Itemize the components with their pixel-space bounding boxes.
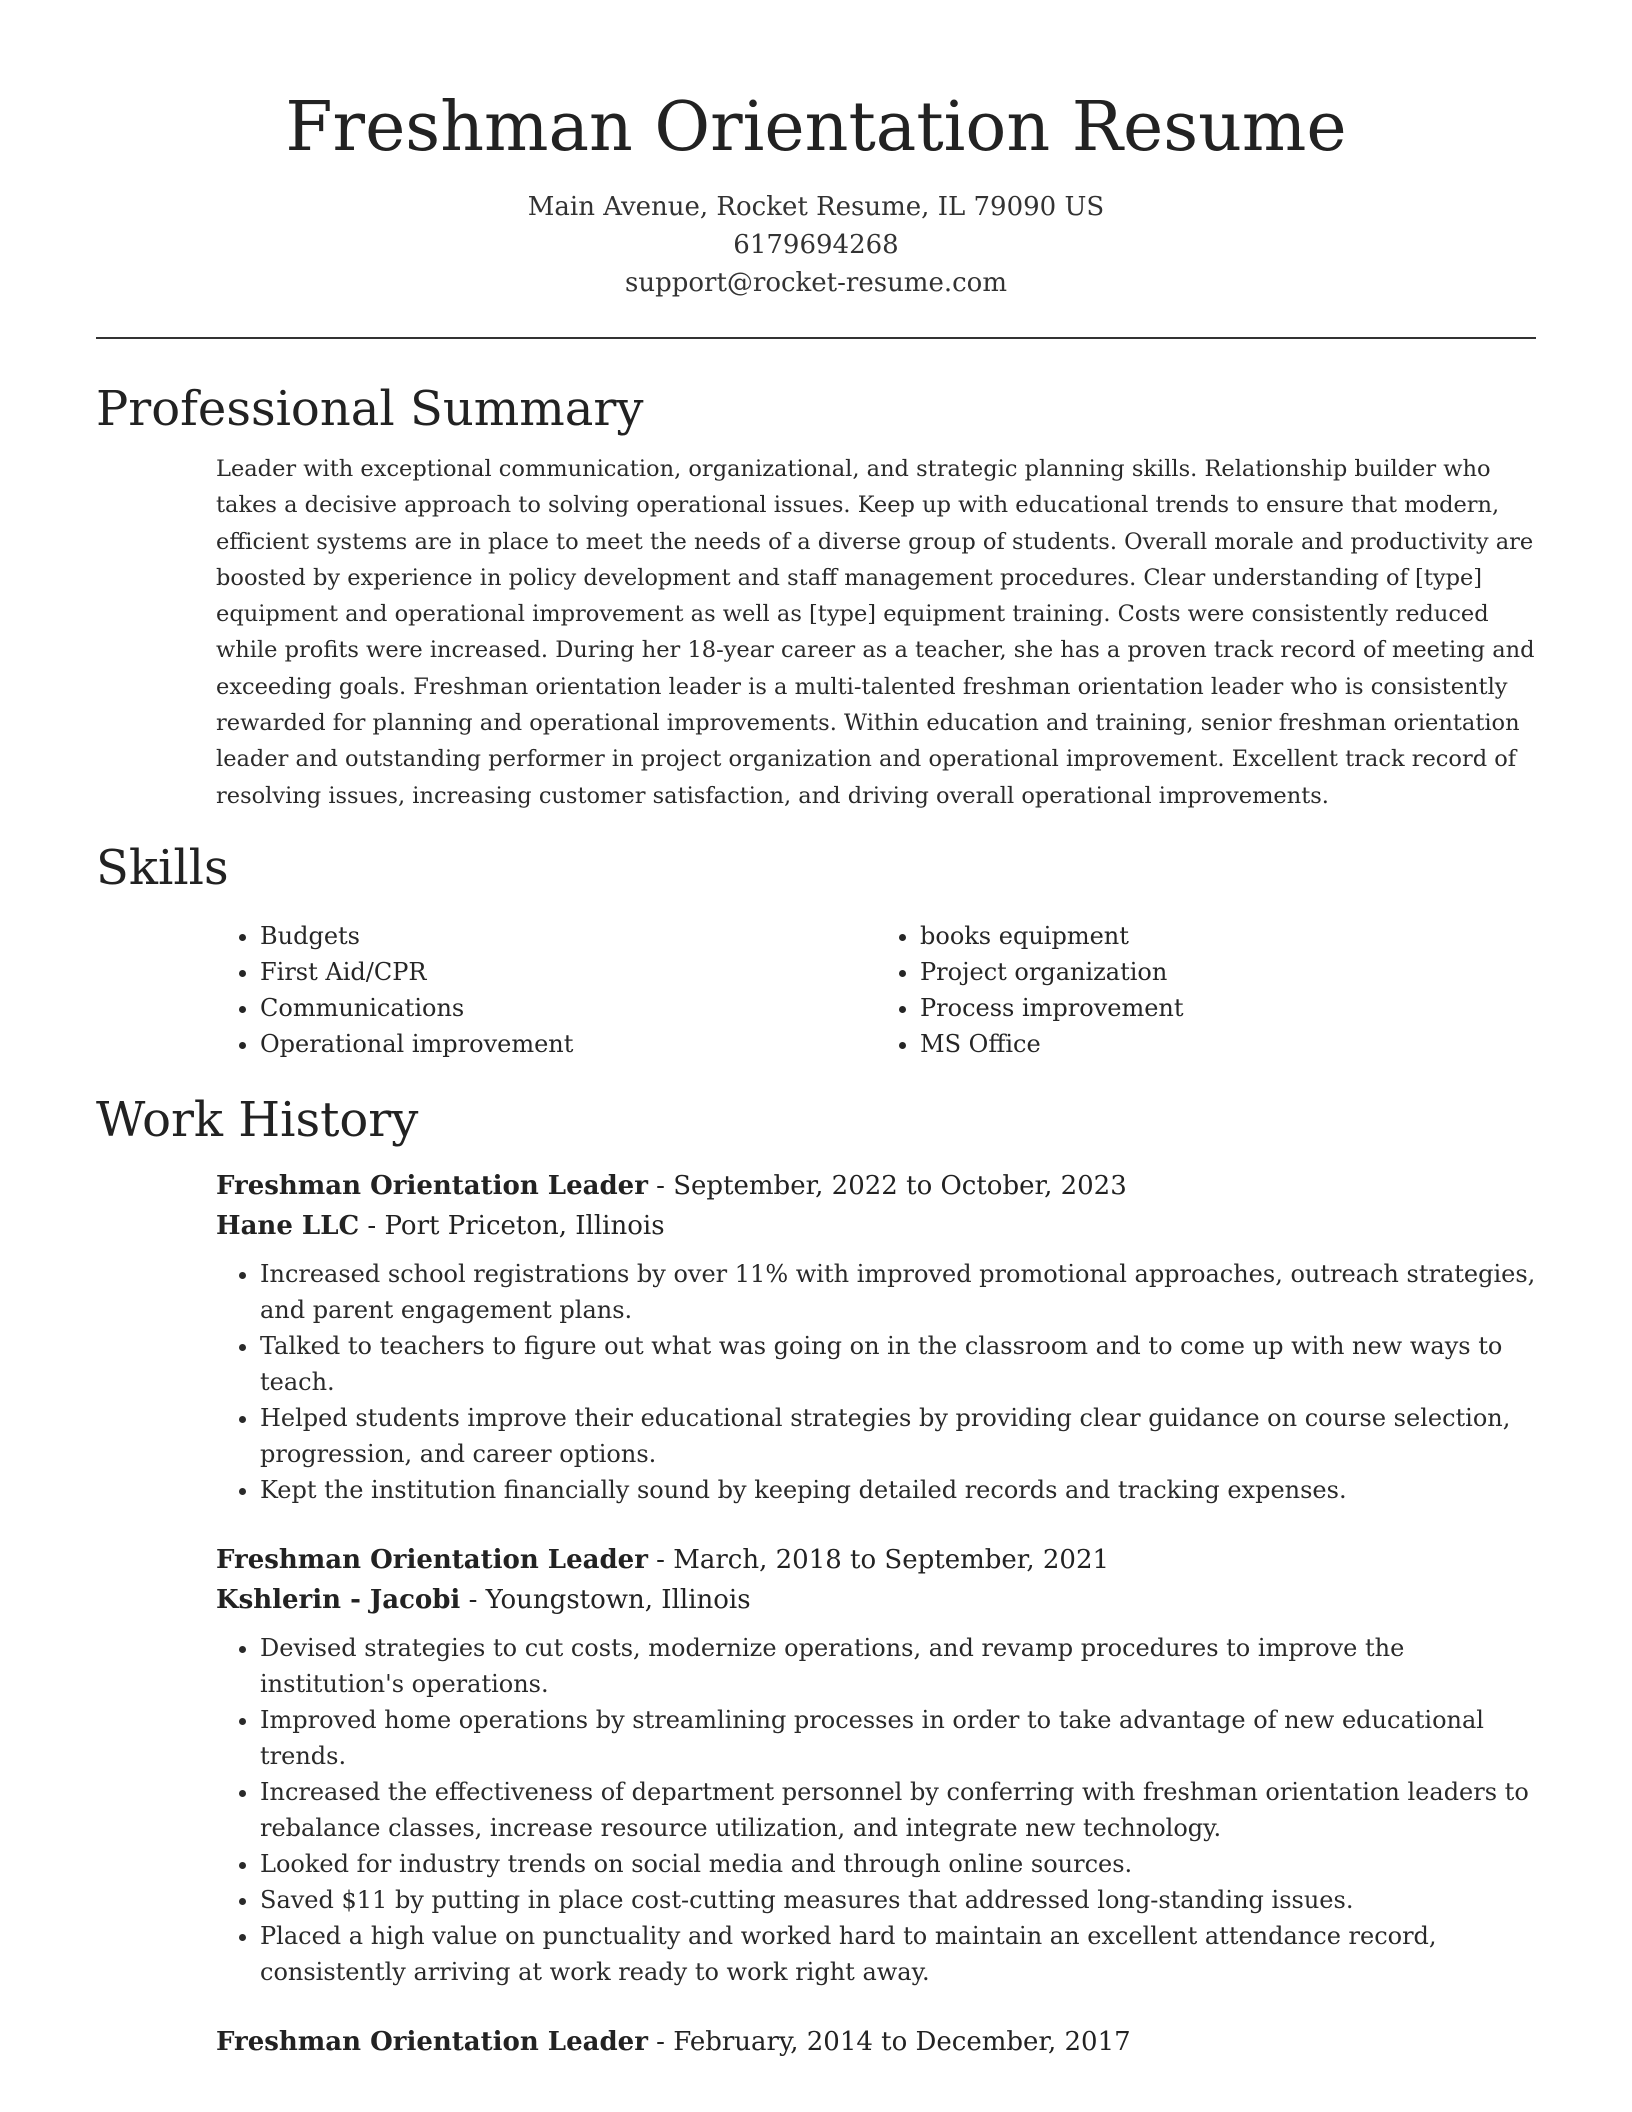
skills-list-right xyxy=(876,918,1536,1062)
job-bullet: • Increased the effectiveness of department personnel by conferring with freshman orientation leaders to rebalance classes, increase resource utilization, and integrate new technology. xyxy=(260,1774,1536,1846)
job-entry xyxy=(216,1540,1536,1990)
job-bullet: • Saved $11 by putting in place cost-cutting measures that addressed long-standing issues. xyxy=(260,1882,1536,1918)
skill-item: • Communications xyxy=(260,990,876,1026)
job-dates: - September, 2022 to October, 2023 xyxy=(647,1170,1127,1201)
job-title-line xyxy=(216,1166,1536,1206)
job-bullet: • Placed a high value on punctuality and worked hard to maintain an excellent attendance record, consistently arriving at work ready to work right away. xyxy=(260,1918,1536,1990)
work-history-section xyxy=(96,1166,1536,2062)
contact-phone: 6179694268 xyxy=(733,230,899,260)
contact-address: Main Avenue, Rocket Resume, IL 79090 US xyxy=(527,192,1105,222)
skill-item: • Process improvement xyxy=(920,990,1536,1026)
skills-list-left xyxy=(216,918,876,1062)
skill-item: • First Aid/CPR xyxy=(260,954,876,990)
summary-heading: Professional Summary xyxy=(96,381,644,437)
skills-section xyxy=(96,918,1536,1062)
job-location: - Port Priceton, Illinois xyxy=(359,1210,665,1241)
job-location: - Youngstown, Illinois xyxy=(460,1584,751,1615)
job-company: Hane LLC xyxy=(216,1210,360,1241)
job-bullet: • Looked for industry trends on social media and through online sources. xyxy=(260,1846,1536,1882)
skill-item: • Budgets xyxy=(260,918,876,954)
job-bullets xyxy=(216,1256,1536,1508)
job-bullet: • Improved home operations by streamlining processes in order to take advantage of new educational trends. xyxy=(260,1702,1536,1774)
header-divider xyxy=(96,337,1536,339)
skill-item: • books equipment xyxy=(920,918,1536,954)
skills-heading: Skills xyxy=(96,839,229,896)
work-history-heading: Work History xyxy=(96,1091,419,1148)
job-title-line xyxy=(216,1540,1536,1580)
resume-header xyxy=(96,0,1536,302)
job-bullet: • Talked to teachers to figure out what was going on in the classroom and to come up with new ways to teach. xyxy=(260,1328,1536,1400)
job-company-line xyxy=(216,1206,1536,1246)
contact-block xyxy=(96,188,1536,302)
job-role: Freshman Orientation Leader xyxy=(216,1544,648,1575)
job-company-line xyxy=(216,1580,1536,1620)
skill-item: • Project organization xyxy=(920,954,1536,990)
job-bullets xyxy=(216,1630,1536,1990)
resume-title: Freshman Orientation Resume xyxy=(285,88,1347,167)
skill-item: • MS Office xyxy=(920,1026,1536,1062)
job-bullet: • Kept the institution financially sound by keeping detailed records and tracking expenses. xyxy=(260,1472,1536,1508)
job-entry xyxy=(216,1166,1536,1508)
job-dates: - March, 2018 to September, 2021 xyxy=(647,1544,1110,1575)
job-dates: - February, 2014 to December, 2017 xyxy=(647,2026,1131,2057)
resume-page xyxy=(96,0,1536,2062)
job-role: Freshman Orientation Leader xyxy=(216,2026,648,2057)
summary-section xyxy=(96,451,1536,814)
summary-text: Leader with exceptional communication, organizational, and strategic planning skills. Relationship builder who takes a decisive approach to solving operational issues. Keep up with educational trends to ensure that modern, efficient systems are in place to meet the needs of a diverse group of students. Overall morale and productivity are boosted by experience in policy development and staff management procedures. Clear understanding of [type] equipment and operational improvement as well as [type] equipment training. Costs were consistently reduced while profits were increased. During her 18-year career as a teacher, she has a proven track record of meeting and exceeding goals. Freshman orientation leader is a multi-talented freshman orientation leader who is consistently rewarded for planning and operational improvements. Within education and training, senior freshman orientation leader and outstanding performer in project organization and operational improvement. Excellent track record of resolving issues, increasing customer satisfaction, and driving overall operational improvements. xyxy=(216,456,1535,809)
job-entry xyxy=(216,2022,1536,2062)
job-bullet: • Increased school registrations by over 11% with improved promotional approaches, outreach strategies, and parent engagement plans. xyxy=(260,1256,1536,1328)
job-bullet: • Helped students improve their educational strategies by providing clear guidance on course selection, progression, and career options. xyxy=(260,1400,1536,1472)
job-company: Kshlerin - Jacobi xyxy=(216,1584,461,1615)
job-title-line xyxy=(216,2022,1536,2062)
skill-item: • Operational improvement xyxy=(260,1026,876,1062)
contact-email: support@rocket-resume.com xyxy=(624,268,1007,298)
job-bullet: • Devised strategies to cut costs, modernize operations, and revamp procedures to improve the institution's operations. xyxy=(260,1630,1536,1702)
job-role: Freshman Orientation Leader xyxy=(216,1170,648,1201)
